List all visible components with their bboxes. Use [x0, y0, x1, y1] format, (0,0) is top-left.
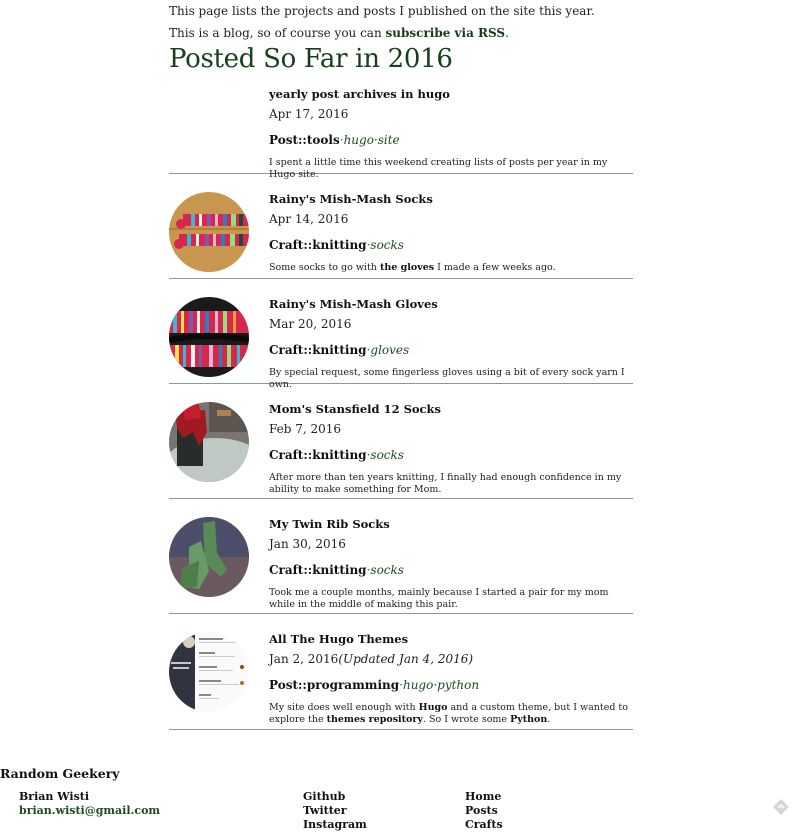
post-item: [169, 279, 633, 390]
tag-separator: ·: [366, 448, 371, 462]
summary-text: .: [547, 714, 551, 725]
summary-text: Some socks to go with: [269, 262, 380, 273]
category-link[interactable]: Craft::knitting: [269, 343, 367, 357]
post-updated-date: (Updated Jan 4, 2016): [338, 652, 474, 666]
post-title-link[interactable]: Rainy's Mish-Mash Socks: [269, 192, 433, 206]
post-summary: After more than ten years knitting, I finally had enough confidence in my ability to make something for Mom.: [269, 472, 622, 495]
post-title-link[interactable]: My Twin Rib Socks: [269, 517, 390, 531]
summary-text: . So I wrote some: [422, 714, 511, 725]
post-date-value: Jan 2, 2016: [269, 652, 339, 666]
post-taxonomy: [269, 563, 633, 577]
tag-link[interactable]: socks: [370, 448, 404, 462]
tag-separator: ·: [339, 133, 344, 147]
nav-home-link[interactable]: Home: [465, 790, 502, 803]
summary-text: I made a few weeks ago.: [434, 262, 556, 273]
post-date: Mar 20, 2016: [269, 317, 352, 331]
author-name: Brian Wisti: [19, 790, 90, 803]
category-link[interactable]: Post::tools: [269, 133, 340, 147]
category-link[interactable]: Craft::knitting: [269, 563, 367, 577]
rss-intro-prefix: This is a blog, so of course you can: [169, 26, 386, 40]
post-thumbnail[interactable]: [169, 517, 249, 597]
post-taxonomy: [269, 343, 633, 357]
tag-link[interactable]: socks: [370, 238, 404, 252]
post-date: [269, 652, 633, 666]
post-item: [169, 174, 633, 279]
post-item: [169, 384, 633, 499]
post-summary: [269, 262, 633, 274]
twitter-link[interactable]: Twitter: [303, 804, 347, 817]
summary-text: My site does well enough with: [269, 702, 419, 713]
rss-link[interactable]: subscribe via RSS: [385, 26, 506, 40]
post-item: [169, 499, 633, 614]
rss-intro-suffix: .: [505, 26, 509, 40]
footer-social-links: [303, 790, 367, 832]
post-item: [169, 614, 633, 730]
post-date: Apr 17, 2016: [269, 107, 349, 121]
intro-text: This page lists the projects and posts I published on the site this year.: [169, 4, 595, 18]
post-summary: By special request, some fingerless gloves using a bit of every sock yarn I own.: [269, 367, 625, 390]
post-taxonomy: [269, 678, 633, 692]
tag-separator: ·: [366, 238, 371, 252]
post-thumbnail[interactable]: [169, 297, 249, 377]
python-link[interactable]: Python: [510, 714, 548, 725]
striped-gloves-photo-icon: [169, 297, 249, 377]
github-link[interactable]: Github: [303, 790, 346, 803]
post-title-link[interactable]: yearly post archives in hugo: [269, 87, 450, 101]
footer-nav: [465, 790, 503, 832]
rss-intro: [169, 25, 509, 41]
scroll-to-top-button[interactable]: [772, 798, 790, 816]
category-link[interactable]: Craft::knitting: [269, 238, 367, 252]
post-taxonomy: [269, 133, 633, 147]
striped-socks-photo-icon: [169, 192, 249, 272]
summary-text: and a custom theme, but I wanted to explore the: [269, 702, 628, 725]
tag-separator: ·: [399, 678, 403, 692]
scroll-up-icon: [772, 798, 790, 816]
post-summary: I spent a little time this weekend creating lists of posts per year in my Hugo site.: [269, 157, 608, 180]
post-date: Feb 7, 2016: [269, 422, 342, 436]
footer-site-title: Random Geekery: [0, 766, 120, 781]
post-title-link[interactable]: Mom's Stansfield 12 Socks: [269, 402, 441, 416]
author-email-link[interactable]: brian.wisti@gmail.com: [19, 804, 161, 817]
tag-link[interactable]: gloves: [370, 343, 410, 357]
post-thumbnail[interactable]: [169, 632, 249, 712]
themes-repository-link[interactable]: themes repository: [326, 714, 423, 725]
hugo-themes-screenshot-icon: [169, 632, 249, 712]
red-socks-photo-icon: [169, 402, 249, 482]
post-date: Jan 30, 2016: [269, 537, 346, 551]
tag-separator: ·: [366, 343, 371, 357]
post-taxonomy: [269, 238, 633, 252]
category-link[interactable]: Craft::knitting: [269, 448, 367, 462]
post-summary: Took me a couple months, mainly because I started a pair for my mom while in the middle of making this pair.: [269, 587, 609, 610]
post-title-link[interactable]: Rainy's Mish-Mash Gloves: [269, 297, 438, 311]
post-thumbnail[interactable]: [169, 192, 249, 272]
post-item: [169, 86, 633, 180]
gloves-link[interactable]: the gloves: [379, 262, 435, 273]
tag-separator: ·: [366, 563, 371, 577]
post-summary: [269, 702, 633, 726]
post-date: Apr 14, 2016: [269, 212, 349, 226]
nav-crafts-link[interactable]: Crafts: [465, 818, 503, 831]
post-title-link[interactable]: All The Hugo Themes: [269, 632, 409, 646]
tag-link[interactable]: socks: [370, 563, 404, 577]
page-title: Posted So Far in 2016: [169, 44, 453, 74]
post-thumbnail[interactable]: [169, 402, 249, 482]
green-socks-photo-icon: [169, 517, 249, 597]
category-link[interactable]: Post::programming: [269, 678, 400, 692]
instagram-link[interactable]: Instagram: [303, 818, 367, 831]
tag-links[interactable]: hugo·site: [343, 133, 400, 147]
nav-posts-link[interactable]: Posts: [465, 804, 498, 817]
post-taxonomy: [269, 448, 633, 462]
hugo-link[interactable]: Hugo: [418, 702, 448, 713]
footer-author: [19, 790, 160, 818]
tag-links[interactable]: hugo·python: [402, 678, 480, 692]
